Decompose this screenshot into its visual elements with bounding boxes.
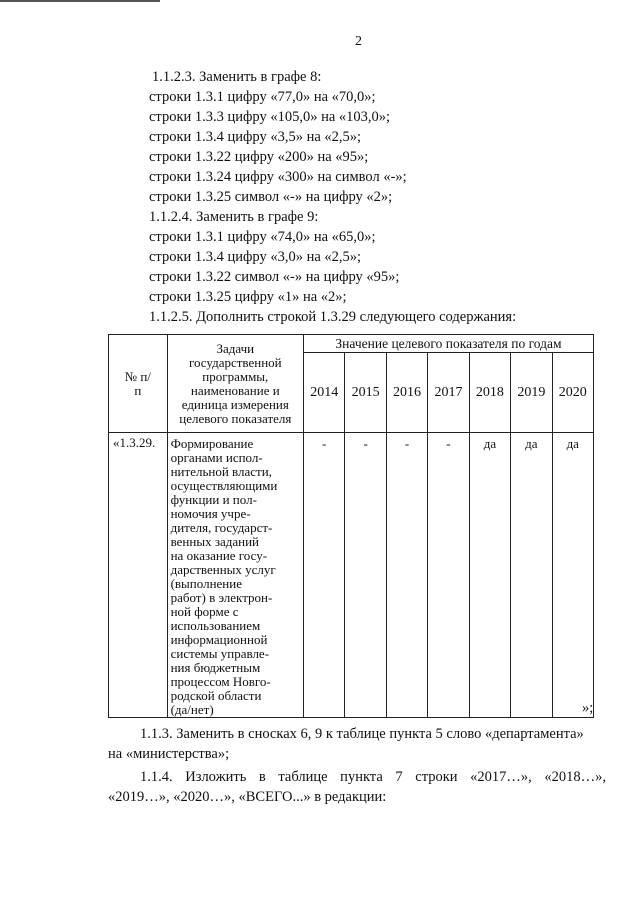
target-indicator-table	[108, 334, 594, 718]
year-2016: 2016	[386, 353, 427, 433]
task-line: нительной власти,	[170, 464, 272, 479]
text-line-5: строки 1.3.22 цифру «200» на «95»;	[149, 149, 369, 165]
text-line-9: строки 1.3.1 цифру «74,0» на «65,0»;	[149, 229, 376, 245]
text-line-8: 1.1.2.4. Заменить в графе 9:	[149, 209, 319, 225]
task-line: ния бюджетным	[170, 660, 261, 675]
task-line: работ) в электрон-	[170, 590, 273, 605]
text-line-4: строки 1.3.4 цифру «3,5» на «2,5»;	[149, 129, 362, 145]
header-year-group: Значение целевого показателя по годам	[304, 335, 594, 353]
value-2018: да	[469, 433, 510, 718]
year-2017: 2017	[428, 353, 469, 433]
task-line: номочия учре-	[170, 506, 251, 521]
page-number: 2	[355, 34, 362, 49]
year-2014: 2014	[304, 353, 345, 433]
paragraph-1-1-3-line-1: 1.1.3. Заменить в сносках 6, 9 к таблице пункта 5 слово «департамента»	[140, 726, 584, 742]
task-line: системы управле-	[170, 646, 270, 661]
task-line: органами испол-	[170, 450, 263, 465]
task-line: родской области	[170, 688, 262, 703]
text-line-2: строки 1.3.1 цифру «77,0» на «70,0»;	[149, 89, 376, 105]
header-task: Задачи государственной программы, наименование и единица измерения целевого показателя	[167, 335, 303, 433]
task-line: использованием	[170, 618, 261, 633]
task-line: венных заданий	[170, 534, 259, 549]
text-line-12: строки 1.3.25 цифру «1» на «2»;	[149, 289, 347, 305]
task-line: дителя, государст-	[170, 520, 273, 535]
paragraph-1-1-3-line-2: на «министерства»;	[108, 746, 230, 762]
text-line-7: строки 1.3.25 символ «-» на цифру «2»;	[149, 189, 393, 205]
row-task	[167, 433, 303, 718]
task-line: (да/нет)	[170, 702, 214, 717]
text-line-11: строки 1.3.22 символ «-» на цифру «95»;	[149, 269, 400, 285]
paragraph-1-1-4-line-2: «2019…», «2020…», «ВСЕГО...» в редакции:	[108, 789, 387, 805]
text-line-3: строки 1.3.3 цифру «105,0» на «103,0»;	[149, 109, 391, 125]
task-line: дарственных услуг	[170, 562, 276, 577]
header-number: № п/п	[109, 335, 168, 433]
value-2015: -	[345, 433, 386, 718]
task-line: Формирование	[170, 436, 254, 451]
year-2019: 2019	[511, 353, 552, 433]
closing-quote: »;	[582, 700, 594, 716]
task-line: информационной	[170, 632, 268, 647]
paragraph-1-1-4-line-1: 1.1.4. Изложить в таблице пункта 7 строки «2017…», «2018…»,	[140, 769, 607, 785]
task-line: функции и пол-	[170, 492, 257, 507]
text-line-6: строки 1.3.24 цифру «300» на символ «-»;	[149, 169, 407, 185]
table-row	[109, 433, 594, 718]
value-2016: -	[386, 433, 427, 718]
text-line-10: строки 1.3.4 цифру «3,0» на «2,5»;	[149, 249, 362, 265]
task-line: процессом Новго-	[170, 674, 271, 689]
text-line-13: 1.1.2.5. Дополнить строкой 1.3.29 следующего содержания:	[149, 309, 517, 325]
value-2014: -	[304, 433, 345, 718]
value-2017: -	[428, 433, 469, 718]
year-2015: 2015	[345, 353, 386, 433]
value-2019: да	[511, 433, 552, 718]
row-number: «1.3.29.	[109, 433, 168, 718]
top-rule	[0, 0, 160, 2]
year-2020: 2020	[552, 353, 593, 433]
task-line: (выполнение	[170, 576, 242, 591]
text-line-1: 1.1.2.3. Заменить в графе 8:	[152, 69, 322, 85]
task-line: на оказание госу-	[170, 548, 268, 563]
task-line: осуществляющими	[170, 478, 278, 493]
value-2020: да	[552, 433, 593, 718]
task-line: ной форме с	[170, 604, 239, 619]
year-2018: 2018	[469, 353, 510, 433]
